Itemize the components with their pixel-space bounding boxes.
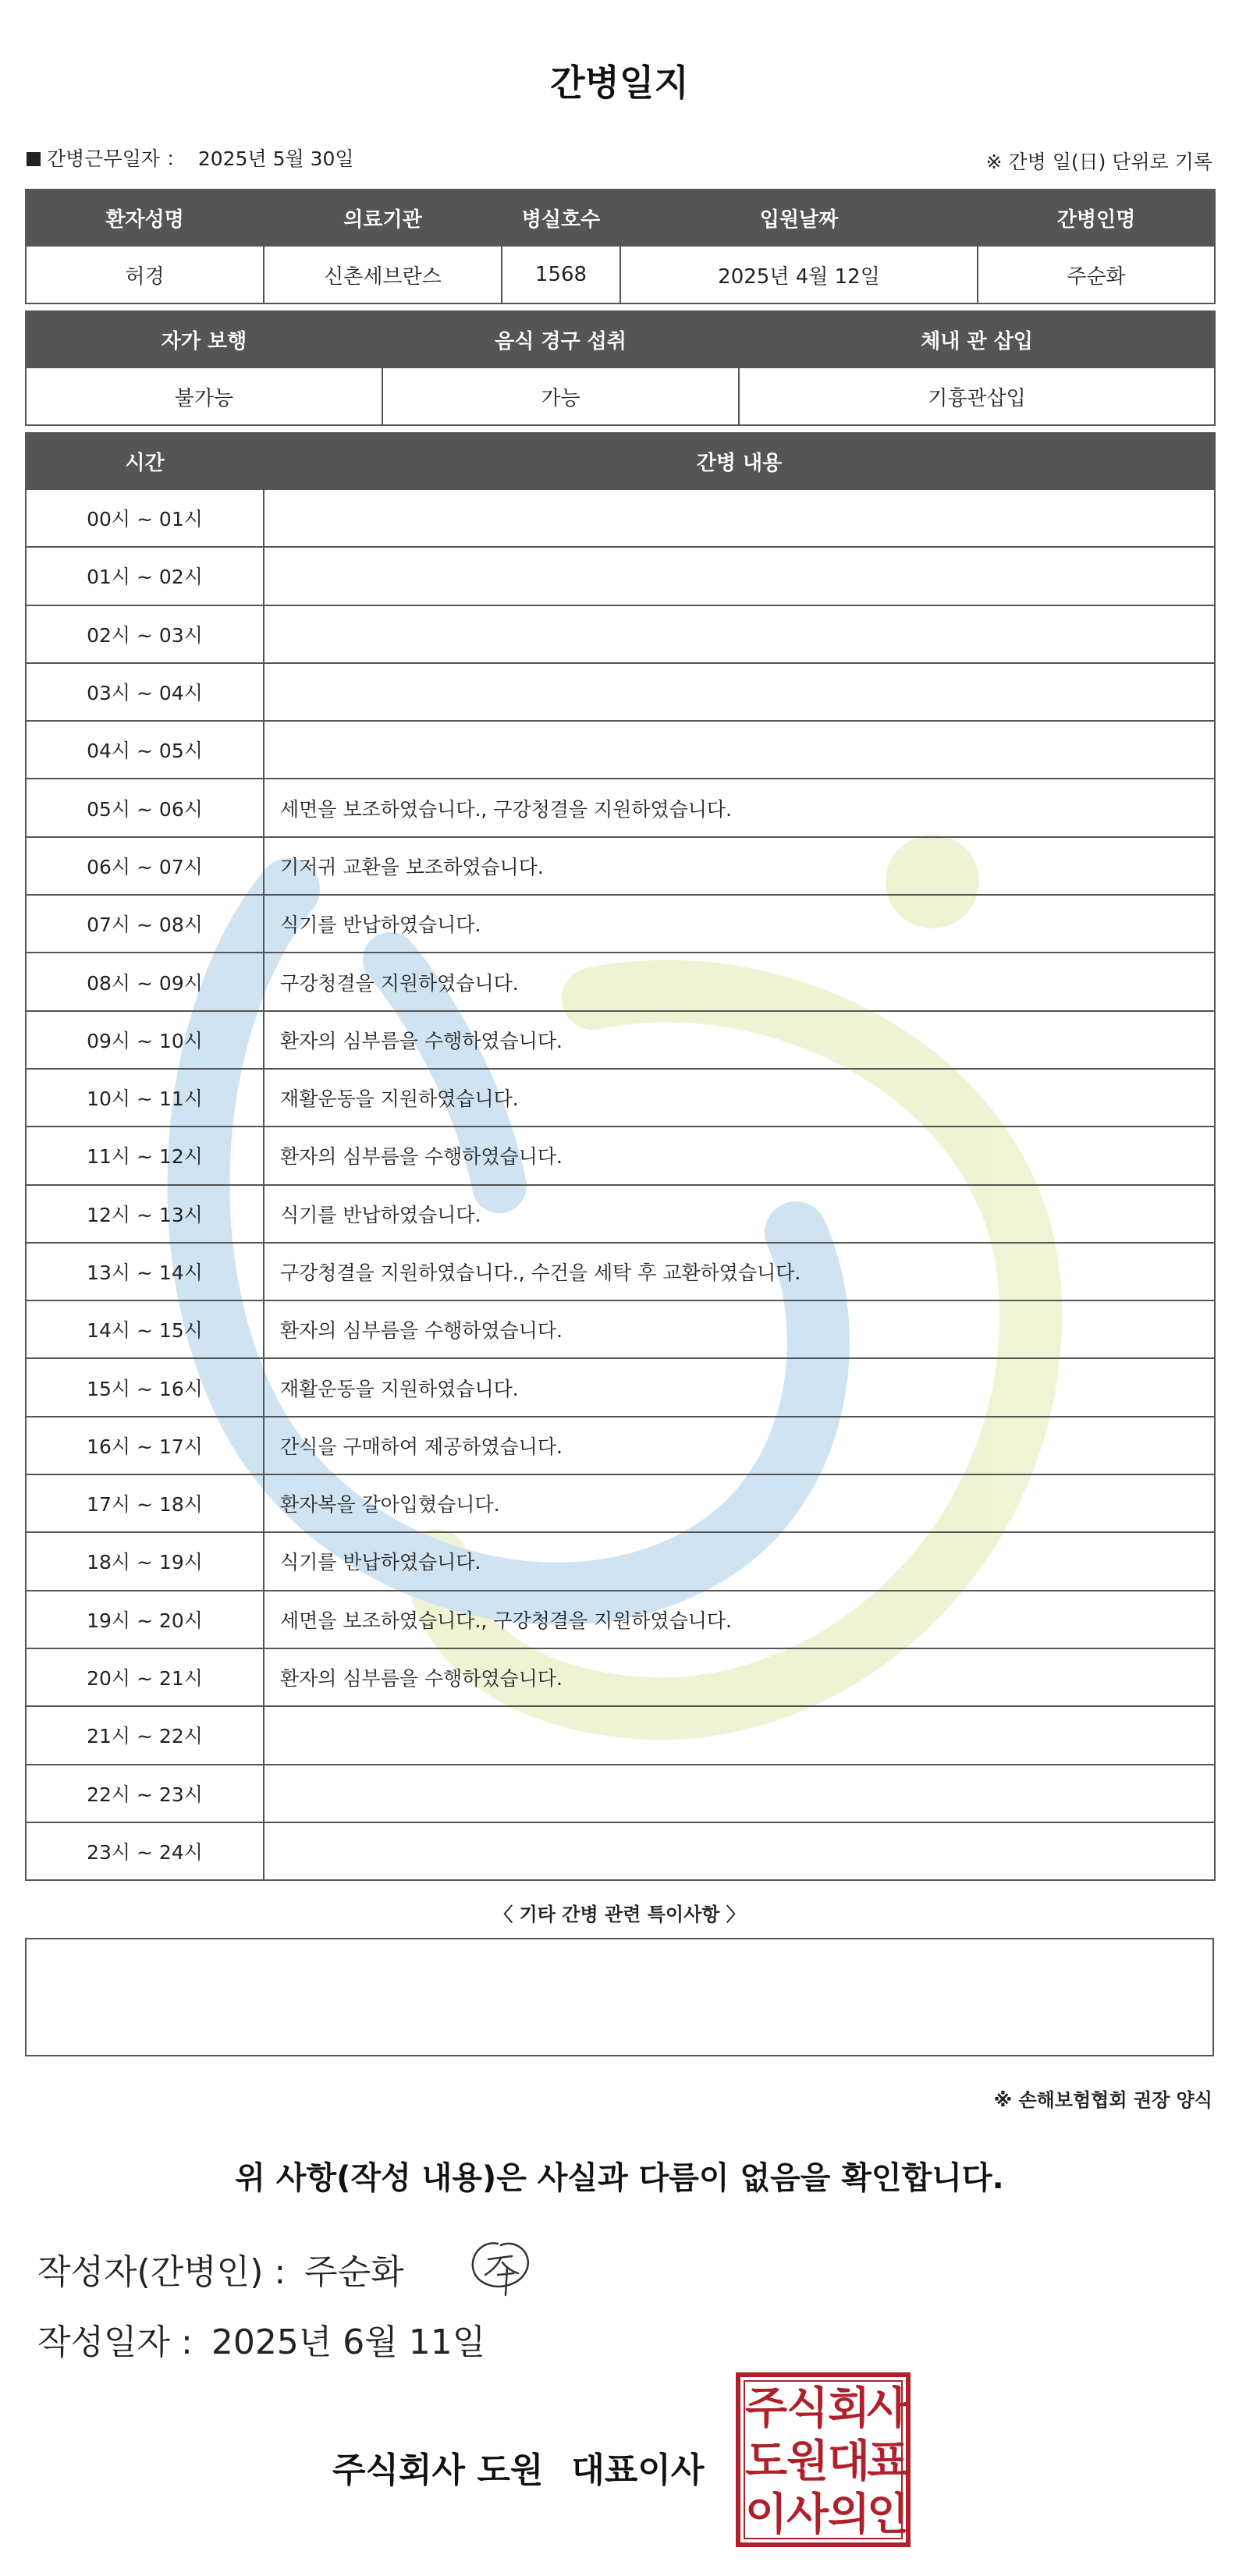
time-cell: 04시 ~ 05시 [26,721,264,779]
seal-glyph: 표 [866,2436,910,2487]
time-cell: 11시 ~ 12시 [26,1127,264,1184]
table-row [26,895,1215,953]
table-row [26,1185,1215,1243]
care-content-cell: 식기를 반납하였습니다. [264,1532,1215,1590]
care-content-cell [264,1706,1215,1764]
time-cell: 06시 ~ 07시 [26,837,264,895]
table-row [26,1300,1215,1358]
care-content-cell [264,1765,1215,1822]
table-row [26,489,1215,547]
table-row [26,605,1215,663]
company-line [332,2442,704,2492]
table-row [26,1474,1215,1532]
care-log-header-row [26,433,1215,489]
tube-insertion-value: 기흉관삽입 [739,367,1215,425]
table-row [26,1243,1215,1300]
table-row [26,1591,1215,1648]
seal-glyph: 대 [827,2436,871,2487]
seal-glyph: 인 [866,2489,910,2540]
oral-intake-value: 가능 [382,367,739,425]
header-tube-insertion: 체내 관 삽입 [739,311,1215,367]
table-row [26,1532,1215,1590]
time-cell: 15시 ~ 16시 [26,1358,264,1416]
care-content-cell: 식기를 반납하였습니다. [264,895,1215,953]
time-cell: 07시 ~ 08시 [26,895,264,953]
time-cell: 00시 ~ 01시 [26,489,264,547]
time-cell: 10시 ~ 11시 [26,1069,264,1127]
black-square-icon [27,152,41,166]
caregiver-name: 주순화 [978,246,1215,303]
patient-info-header-row [26,190,1215,246]
care-content-cell: 환자의 심부름을 수행하였습니다. [264,1648,1215,1706]
care-content-cell [264,663,1215,721]
time-cell: 09시 ~ 10시 [26,1011,264,1069]
work-date-value: 2025년 5월 30일 [197,147,354,170]
care-content-cell: 세면을 보조하였습니다., 구강청결을 지원하였습니다. [264,1591,1215,1648]
seal-glyph: 식 [786,2383,829,2434]
care-status-value-row [26,367,1215,425]
seal-glyph: 회 [827,2383,871,2434]
special-notes-box [25,1938,1214,2056]
writer-label: 작성자(간병인) : [37,2252,286,2292]
table-row [26,721,1215,779]
care-content-cell: 환자복을 갈아입혔습니다. [264,1474,1215,1532]
table-row [26,1822,1215,1880]
header-room: 병실호수 [502,190,620,246]
care-content-cell [264,1822,1215,1880]
table-row [26,1011,1215,1069]
time-cell: 08시 ~ 09시 [26,953,264,1010]
patient-info-value-row [26,246,1215,303]
time-cell: 05시 ~ 06시 [26,779,264,836]
time-cell: 22시 ~ 23시 [26,1765,264,1822]
work-date [27,144,354,172]
company-name: 주식회사 도원 [332,2450,544,2490]
admission-date: 2025년 4월 12일 [620,246,978,303]
care-status-table [25,310,1216,426]
care-log-table [25,432,1216,1881]
patient-name: 허경 [26,246,264,303]
header-caregiver: 간병인명 [978,190,1215,246]
table-row [26,1648,1215,1706]
seal-glyph: 주 [744,2383,788,2434]
time-cell: 21시 ~ 22시 [26,1706,264,1764]
table-row [26,1706,1215,1764]
care-content-cell: 구강청결을 지원하였습니다., 수건을 세탁 후 교환하였습니다. [264,1243,1215,1300]
seal-glyph: 사 [866,2383,910,2434]
writer-name: 주순화 [304,2252,404,2292]
header-hospital: 의료기관 [264,190,502,246]
time-cell: 03시 ~ 04시 [26,663,264,721]
care-content-cell: 구강청결을 지원하였습니다. [264,953,1215,1010]
time-cell: 23시 ~ 24시 [26,1822,264,1880]
writer-line [37,2244,404,2294]
page-title: 간병일지 [550,62,689,104]
header-time: 시간 [26,433,264,489]
time-cell: 18시 ~ 19시 [26,1532,264,1590]
handwritten-signature [467,2230,537,2301]
care-content-cell [264,605,1215,663]
header-care-content: 간병 내용 [264,433,1215,489]
time-cell: 16시 ~ 17시 [26,1417,264,1474]
table-row [26,1069,1215,1127]
care-content-cell [264,547,1215,605]
special-notes-label: 〈 기타 간병 관련 특이사항 〉 [494,1904,745,1925]
time-cell: 20시 ~ 21시 [26,1648,264,1706]
care-content-cell: 환자의 심부름을 수행하였습니다. [264,1127,1215,1184]
confirmation-statement: 위 사항(작성 내용)은 사실과 다름이 없음을 확인합니다. [235,2160,1004,2196]
care-content-cell [264,721,1215,779]
room-number: 1568 [502,246,620,303]
table-row [26,1765,1215,1822]
company-seal-stamp [735,2372,911,2548]
written-date-line [37,2314,485,2364]
care-content-cell: 재활운동을 지원하였습니다. [264,1358,1215,1416]
care-content-cell: 세면을 보조하였습니다., 구강청결을 지원하였습니다. [264,779,1215,836]
time-cell: 01시 ~ 02시 [26,547,264,605]
seal-glyph: 의 [827,2489,871,2540]
time-cell: 13시 ~ 14시 [26,1243,264,1300]
time-cell: 17시 ~ 18시 [26,1474,264,1532]
care-status-header-row [26,311,1215,367]
self-walking-value: 불가능 [26,367,382,425]
seal-glyph: 이 [744,2489,788,2540]
care-content-cell: 간식을 구매하여 제공하였습니다. [264,1417,1215,1474]
table-row [26,837,1215,895]
record-note: ※ 간병 일(日) 단위로 기록 [985,151,1212,173]
care-content-cell: 환자의 심부름을 수행하였습니다. [264,1300,1215,1358]
table-row [26,1358,1215,1416]
written-date-label: 작성일자 : [37,2322,193,2362]
time-cell: 19시 ~ 20시 [26,1591,264,1648]
time-cell: 12시 ~ 13시 [26,1185,264,1243]
header-admission-date: 입원날짜 [620,190,978,246]
time-cell: 02시 ~ 03시 [26,605,264,663]
form-note: ※ 손해보험협회 권장 양식 [993,2089,1212,2111]
table-row [26,1417,1215,1474]
header-oral-intake: 음식 경구 섭취 [382,311,739,367]
table-row [26,779,1215,836]
seal-glyph: 원 [786,2436,829,2487]
header-patient-name: 환자성명 [26,190,264,246]
table-row [26,663,1215,721]
seal-glyph: 도 [744,2436,788,2487]
table-row [26,547,1215,605]
company-title: 대표이사 [571,2450,705,2490]
care-content-cell: 식기를 반납하였습니다. [264,1185,1215,1243]
work-date-label: 간병근무일자 ： [47,147,186,170]
care-content-cell: 기저귀 교환을 보조하였습니다. [264,837,1215,895]
header-self-walking: 자가 보행 [26,311,382,367]
table-row [26,1127,1215,1184]
written-date-value: 2025년 6월 11일 [211,2322,486,2362]
care-content-cell [264,489,1215,547]
time-cell: 14시 ~ 15시 [26,1300,264,1358]
care-content-cell: 재활운동을 지원하였습니다. [264,1069,1215,1127]
hospital: 신촌세브란스 [264,246,502,303]
patient-info-table [25,189,1216,304]
table-row [26,953,1215,1010]
care-content-cell: 환자의 심부름을 수행하였습니다. [264,1011,1215,1069]
seal-glyph: 사 [786,2489,829,2540]
